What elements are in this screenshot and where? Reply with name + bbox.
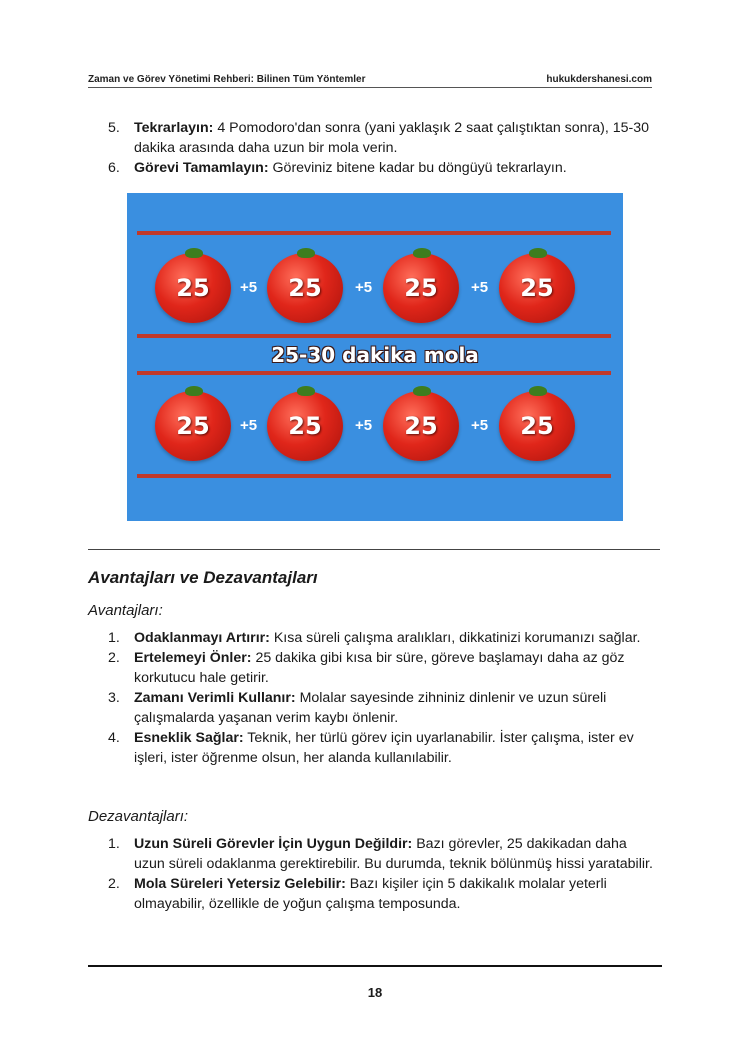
tomato-stem — [413, 386, 431, 396]
pomodoro-minutes: 25 — [176, 274, 210, 302]
list-item — [108, 628, 660, 648]
item-text: 25 dakika gibi kısa bir süre, göreve başlamayı daha az göz korkutucu hale getirir. — [134, 650, 625, 686]
item-number: 3. — [108, 690, 120, 706]
page-header — [88, 74, 652, 88]
item-heading: Görevi Tamamlayın: — [134, 160, 269, 176]
pomodoro-diagram — [127, 193, 623, 521]
break-label: 25-30 dakika mola — [271, 343, 479, 367]
tomato-stem — [413, 248, 431, 258]
item-text: Bazı kişiler için 5 dakikalık molalar yeterli olmayabilir, özellikle de yoğun çalışma temposunda. — [134, 876, 607, 912]
tomato-icon — [499, 391, 575, 461]
item-text: Molalar sayesinde zihniniz dinlenir ve uzun süreli çalışmalarda yaşanan verim kaybı önlenir. — [134, 690, 607, 726]
item-heading: Esneklik Sağlar: — [134, 730, 244, 746]
tomato-icon — [267, 253, 343, 323]
list-item — [108, 688, 660, 728]
item-number: 2. — [108, 876, 120, 892]
item-text: Kısa süreli çalışma aralıkları, dikkatinizi korumanızı sağlar. — [269, 630, 641, 646]
steps-list — [108, 118, 660, 178]
tomato-icon — [267, 391, 343, 461]
section-divider — [88, 549, 660, 550]
list-item — [108, 118, 660, 158]
pomodoro-minutes: 25 — [404, 412, 438, 440]
header-title: Zaman ve Görev Yönetimi Rehberi: Bilinen Tüm Yöntemler — [88, 74, 366, 85]
list-item — [108, 834, 660, 874]
red-line — [137, 334, 611, 338]
list-item — [108, 728, 660, 768]
advantages-title: Avantajları: — [88, 602, 163, 619]
pomodoro-minutes: 25 — [288, 274, 322, 302]
tomato-stem — [185, 248, 203, 258]
item-text: Teknik, her türlü görev için uyarlanabilir. İster çalışma, ister ev işleri, ister öğrenme olsun, her alanda kullanılabilir. — [134, 730, 634, 766]
item-number: 4. — [108, 730, 120, 746]
short-break-label: +5 — [471, 417, 489, 434]
tomato-icon — [155, 253, 231, 323]
short-break-label: +5 — [471, 279, 489, 296]
item-heading: Mola Süreleri Yetersiz Gelebilir: — [134, 876, 346, 892]
short-break-label: +5 — [355, 279, 373, 296]
tomato-stem — [529, 386, 547, 396]
pomodoro-minutes: 25 — [288, 412, 322, 440]
pomodoro-minutes: 25 — [404, 274, 438, 302]
list-item — [108, 158, 660, 178]
item-heading: Odaklanmayı Artırır: — [134, 630, 270, 646]
advantages-list — [108, 628, 660, 768]
footer-rule — [88, 965, 662, 967]
tomato-icon — [383, 391, 459, 461]
item-number: 5. — [108, 120, 120, 136]
tomato-stem — [185, 386, 203, 396]
red-line — [137, 231, 611, 235]
disadvantages-title: Dezavantajları: — [88, 808, 189, 825]
red-line — [137, 474, 611, 478]
item-number: 1. — [108, 836, 120, 852]
section-title: Avantajları ve Dezavantajları — [88, 568, 318, 587]
tomato-stem — [529, 248, 547, 258]
item-heading: Zamanı Verimli Kullanır: — [134, 690, 296, 706]
tomato-stem — [297, 386, 315, 396]
red-line — [137, 371, 611, 375]
page-number: 18 — [367, 985, 383, 1000]
short-break-label: +5 — [240, 417, 258, 434]
pomodoro-minutes: 25 — [176, 412, 210, 440]
item-number: 2. — [108, 650, 120, 666]
pomodoro-minutes: 25 — [520, 274, 554, 302]
item-text: Göreviniz bitene kadar bu döngüyü tekrarlayın. — [268, 160, 567, 176]
list-item — [108, 648, 660, 688]
pomodoro-minutes: 25 — [520, 412, 554, 440]
item-heading: Ertelemeyi Önler: — [134, 650, 252, 666]
item-heading: Uzun Süreli Görevler İçin Uygun Değildir: — [134, 836, 413, 852]
list-item — [108, 874, 660, 914]
short-break-label: +5 — [355, 417, 373, 434]
tomato-icon — [383, 253, 459, 323]
item-text: Bazı görevler, 25 dakikadan daha uzun süreli odaklanma gerektirebilir. Bu durumda, teknik bölünmüş hissi yaratabilir. — [134, 836, 653, 872]
item-number: 6. — [108, 160, 120, 176]
item-text: 4 Pomodoro'dan sonra (yani yaklaşık 2 saat çalıştıktan sonra), 15-30 dakika arasında daha uzun bir mola verin. — [134, 120, 650, 156]
header-site: hukukdershanesi.com — [546, 74, 652, 85]
item-heading: Tekrarlayın: — [134, 120, 214, 136]
tomato-stem — [297, 248, 315, 258]
short-break-label: +5 — [240, 279, 258, 296]
disadvantages-list — [108, 834, 660, 914]
tomato-icon — [499, 253, 575, 323]
tomato-icon — [155, 391, 231, 461]
item-number: 1. — [108, 630, 120, 646]
